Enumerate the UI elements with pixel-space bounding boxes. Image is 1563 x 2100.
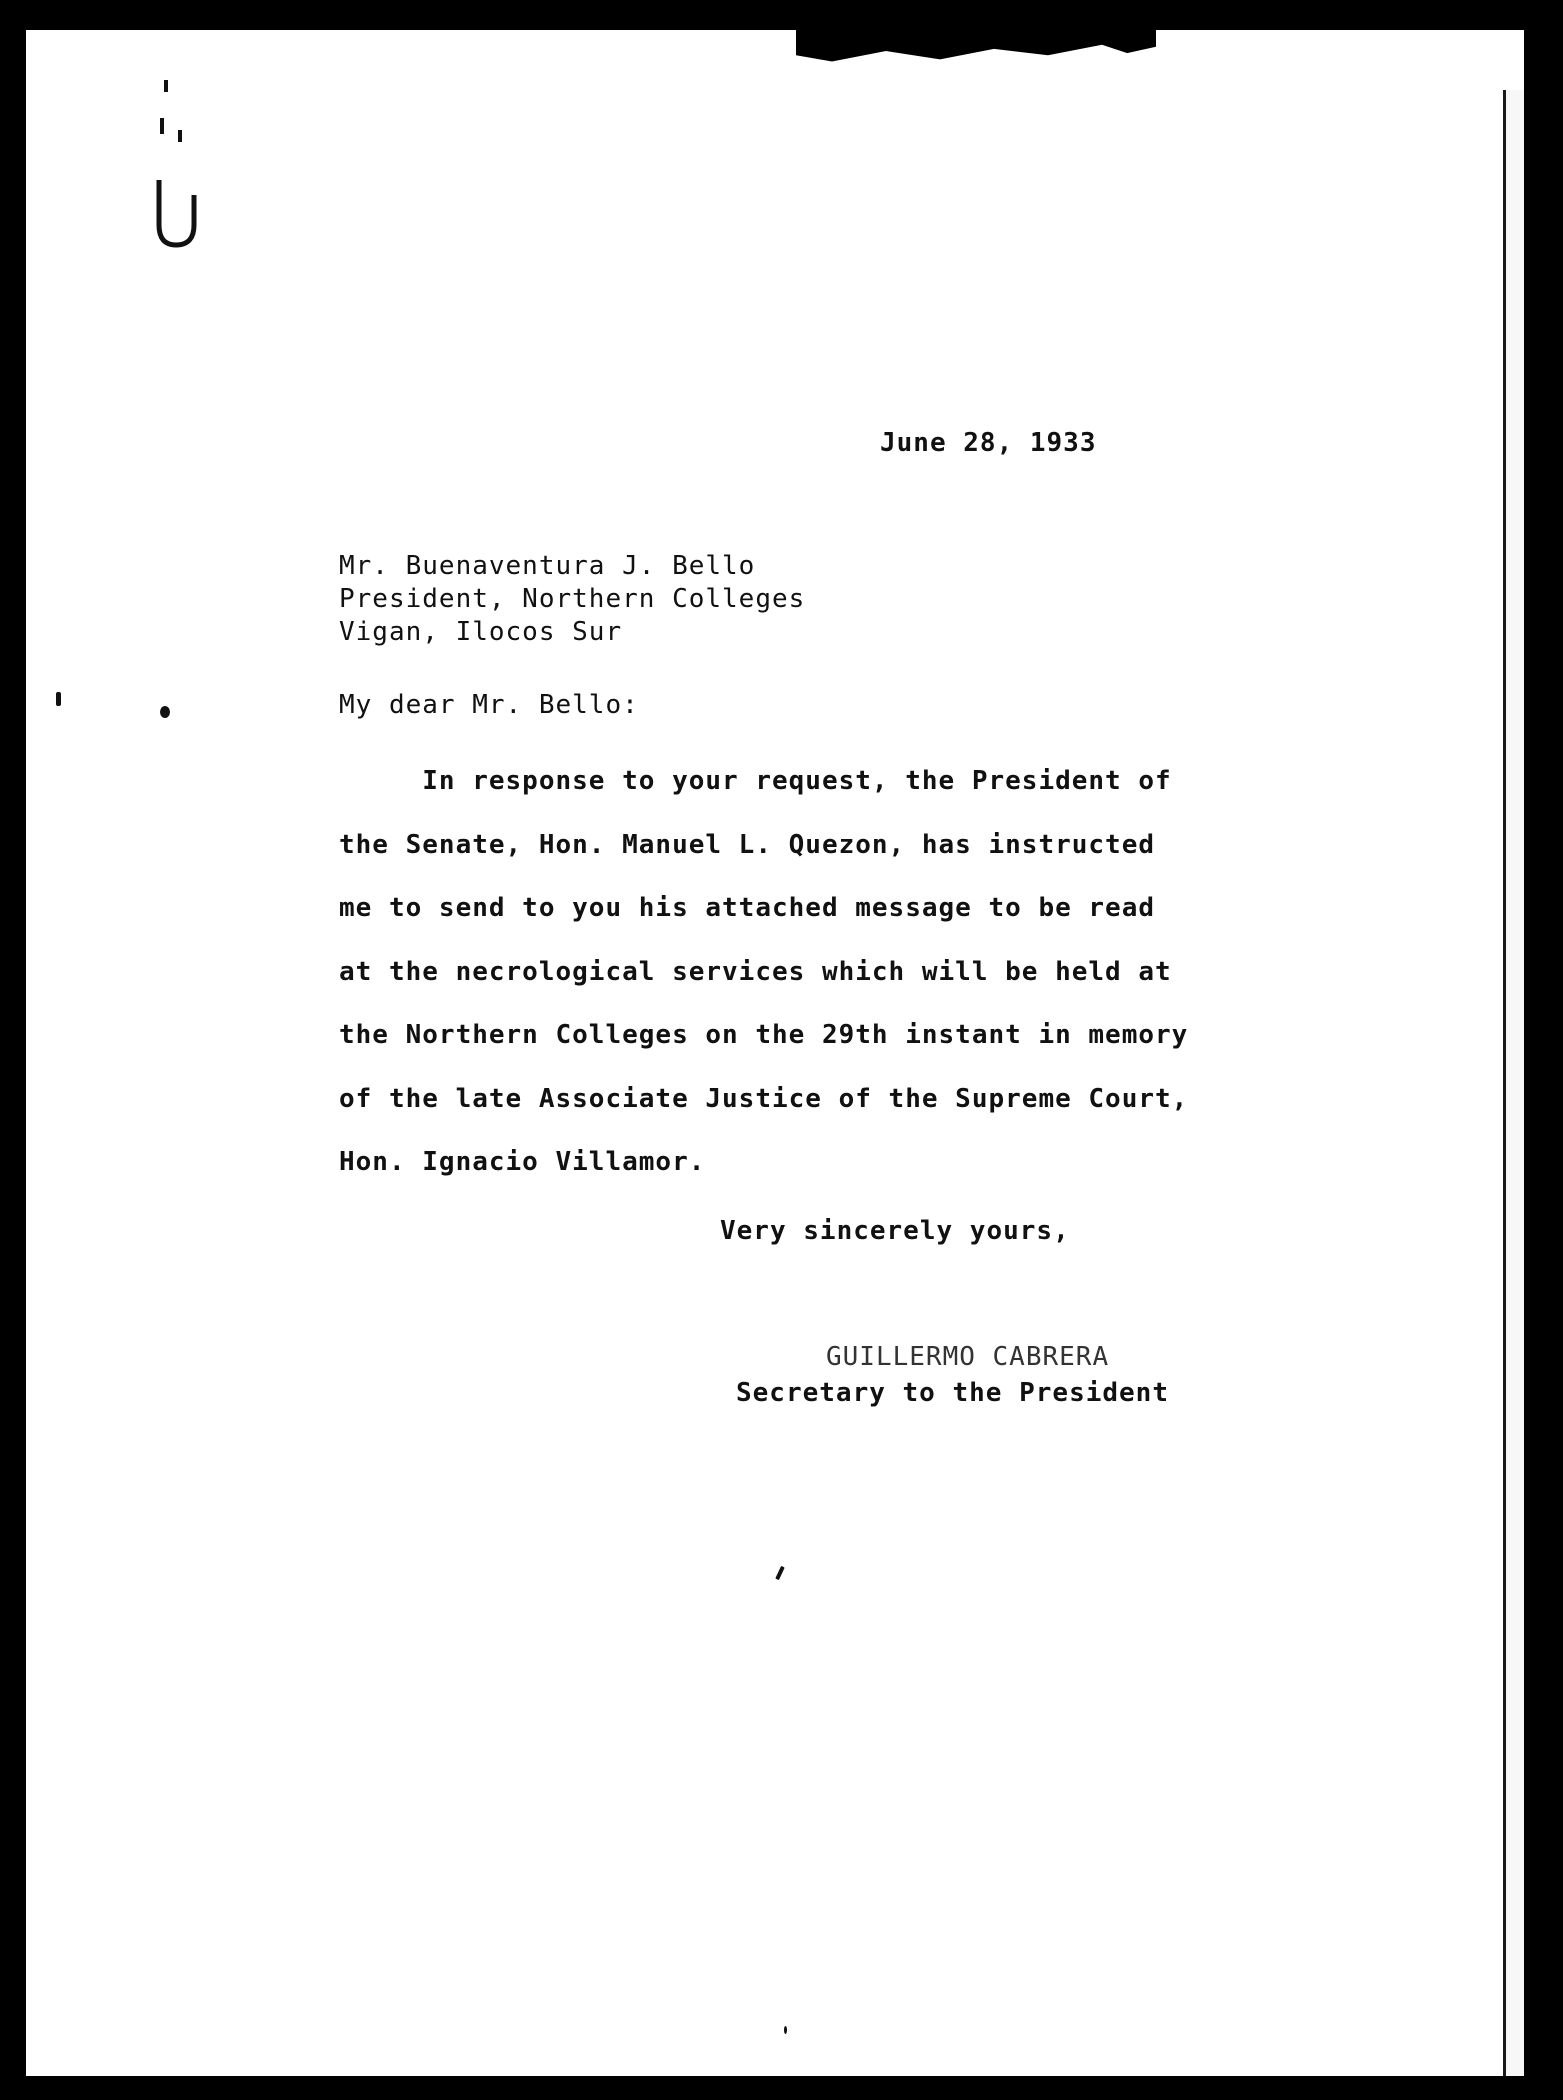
letter-page — [26, 30, 1524, 2076]
body-line: at the necrological services which will be held at — [339, 956, 1172, 987]
recipient-name: Mr. Buenaventura J. Bello — [339, 551, 756, 581]
letter-text — [26, 30, 1524, 2076]
signer-name: GUILLERMO CABRERA — [826, 1342, 1110, 1372]
letter-body — [339, 750, 1339, 1195]
body-line: the Northern Colleges on the 29th instant in memory — [339, 1020, 1189, 1050]
recipient-title: President, Northern Colleges — [339, 584, 806, 614]
recipient-address — [339, 550, 805, 649]
body-line: Hon. Ignacio Villamor. — [339, 1147, 706, 1177]
signer-title: Secretary to the President — [736, 1378, 1169, 1408]
body-line: of the late Associate Justice of the Supreme Court, — [339, 1083, 1189, 1114]
letter-date: June 28, 1933 — [880, 428, 1097, 458]
body-line: the Senate, Hon. Manuel L. Quezon, has instructed — [339, 829, 1156, 860]
body-line: In response to your request, the President of — [339, 766, 1172, 796]
closing: Very sincerely yours, — [720, 1216, 1070, 1246]
recipient-location: Vigan, Ilocos Sur — [339, 617, 623, 647]
body-line: me to send to you his attached message to be read — [339, 893, 1156, 923]
salutation: My dear Mr. Bello: — [339, 690, 639, 720]
